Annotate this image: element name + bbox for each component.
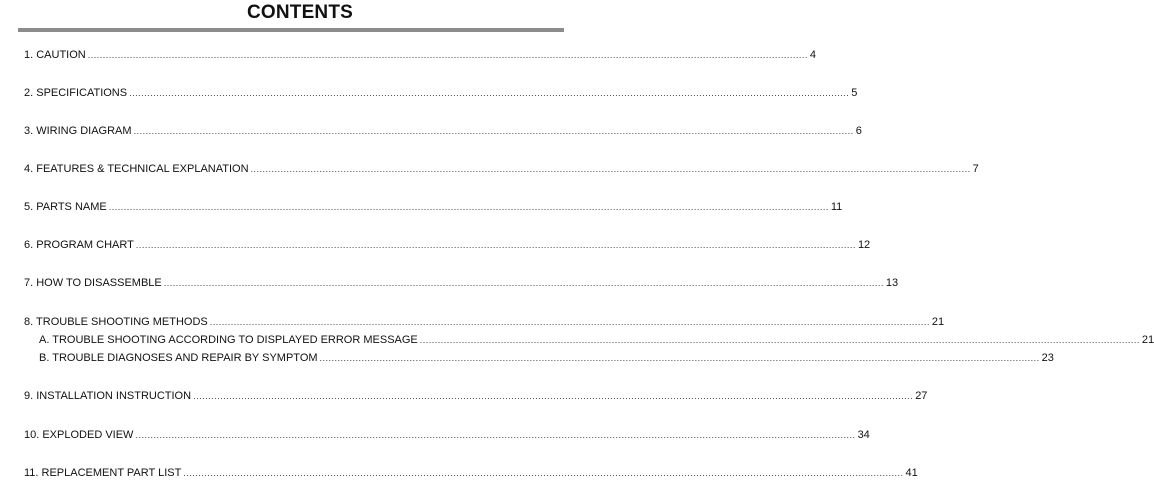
toc-page-number: 4 xyxy=(809,49,816,61)
toc-entry-program-chart[interactable] xyxy=(24,238,871,252)
toc-page-number: 21 xyxy=(931,316,945,328)
toc-page-number: 13 xyxy=(885,277,899,289)
page-title: CONTENTS xyxy=(246,2,354,23)
toc-entry-caution[interactable] xyxy=(24,48,816,62)
dot-leader: ................................................................................................................................................................................................................................................ xyxy=(209,317,930,327)
toc-entry-trouble-shooting[interactable] xyxy=(24,315,945,329)
toc-page-number: 7 xyxy=(972,163,979,175)
toc-entry-installation[interactable] xyxy=(24,389,928,403)
dot-leader: ................................................................................................................................................................................................................................................ xyxy=(163,278,884,288)
toc-entry-label: A. TROUBLE SHOOTING ACCORDING TO DISPLAYED ERROR MESSAGE xyxy=(39,334,418,346)
toc-page-number: 12 xyxy=(857,239,871,251)
dot-leader: ................................................................................................................................................................................................................................................ xyxy=(129,88,850,98)
toc-entry-label: 1. CAUTION xyxy=(24,49,86,61)
dot-leader: ................................................................................................................................................................................................................................................ xyxy=(250,164,971,174)
toc-entry-label: 5. PARTS NAME xyxy=(24,201,107,213)
toc-page-number: 6 xyxy=(855,125,862,137)
dot-leader: ................................................................................................................................................................................................................................................ xyxy=(87,50,808,60)
toc-page-number: 34 xyxy=(857,429,870,441)
toc-page-number: 11 xyxy=(830,201,843,213)
toc-page-number: 27 xyxy=(915,390,928,402)
toc-entry-label: 9. INSTALLATION INSTRUCTION xyxy=(24,390,192,402)
toc-page-number: 21 xyxy=(1141,334,1154,346)
toc-entry-label: B. TROUBLE DIAGNOSES AND REPAIR BY SYMPTOM xyxy=(39,352,318,364)
toc-entry-label: 3. WIRING DIAGRAM xyxy=(24,125,132,137)
toc-subentry-repair-by-symptom[interactable] xyxy=(39,351,1054,365)
dot-leader: ................................................................................................................................................................................................................................................ xyxy=(108,202,829,212)
toc-entry-label: 7. HOW TO DISASSEMBLE xyxy=(24,277,162,289)
toc-entry-label: 6. PROGRAM CHART xyxy=(24,239,134,251)
dot-leader: ................................................................................................................................................................................................................................................ xyxy=(133,126,854,136)
toc-page-number: 5 xyxy=(851,87,858,99)
toc-entry-parts-name[interactable] xyxy=(24,200,843,214)
dot-leader: ................................................................................................................................................................................................................................................ xyxy=(135,240,856,250)
toc-entry-wiring-diagram[interactable] xyxy=(24,124,862,138)
toc-entry-disassemble[interactable] xyxy=(24,276,899,290)
toc-page-number: 23 xyxy=(1041,352,1054,364)
toc-entry-label: 8. TROUBLE SHOOTING METHODS xyxy=(24,316,208,328)
toc-entry-exploded-view[interactable] xyxy=(24,428,870,442)
toc-entry-label: 11. REPLACEMENT PART LIST xyxy=(24,467,182,479)
toc-entry-label: 4. FEATURES & TECHNICAL EXPLANATION xyxy=(24,163,249,175)
dot-leader: ................................................................................................................................................................................................................................................ xyxy=(319,353,1040,363)
toc-entry-replacement-parts[interactable] xyxy=(24,466,918,480)
toc-entry-label: 10. EXPLODED VIEW xyxy=(24,429,134,441)
title-divider xyxy=(18,28,564,32)
toc-entry-specifications[interactable] xyxy=(24,86,858,100)
dot-leader: ................................................................................................................................................................................................................................................ xyxy=(193,391,914,401)
dot-leader: ................................................................................................................................................................................................................................................ xyxy=(135,430,856,440)
toc-subentry-error-message[interactable] xyxy=(39,333,1154,347)
toc-page-number: 41 xyxy=(905,467,918,479)
toc-entry-features[interactable] xyxy=(24,162,979,176)
dot-leader: ................................................................................................................................................................................................................................................ xyxy=(183,468,904,478)
dot-leader: ................................................................................................................................................................................................................................................ xyxy=(419,335,1140,345)
toc-entry-label: 2. SPECIFICATIONS xyxy=(24,87,128,99)
